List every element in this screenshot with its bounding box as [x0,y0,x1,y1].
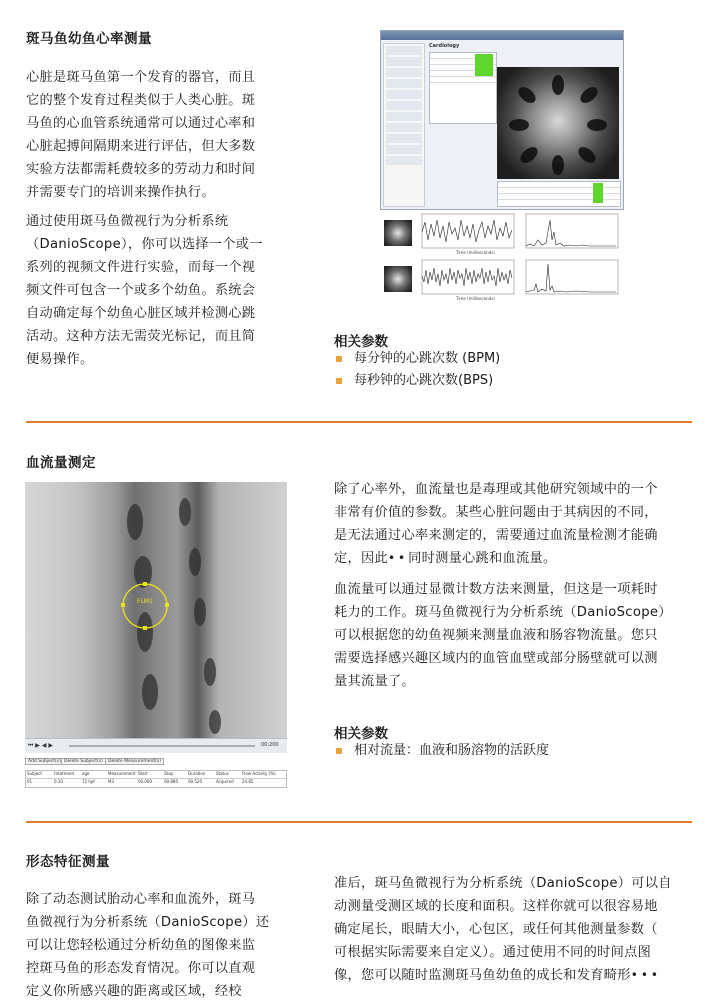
line: 通过使用斑马鱼微视行为分析系统 [26,214,229,229]
line: 它的整个发育过程类似于人类心脏。斑 [26,93,256,108]
line: 马鱼的心血管系统通常可以通过心率和 [26,116,256,131]
line: 心脏起搏间隔期来进行评估，但大多数 [26,139,256,154]
table-header: Subject [27,771,42,776]
sidebar [383,43,425,207]
table-cell: Acquired [216,779,234,784]
larva-thumbnail [384,220,412,246]
line: 实验方法都需耗费较多的劳动力和时间 [26,162,256,177]
results-highlight [593,183,603,203]
delete-subject-button[interactable]: Delete Subject(s) [61,758,106,765]
table-header: Flow Activity (%) [242,771,276,776]
window-titlebar [381,31,623,40]
heartbeat-plots [380,210,622,302]
line: 可以根据您的幼鱼视频来测量血液和肠容物流量。您只 [334,628,658,643]
line: 耗力的工作。斑马鱼微视行为分析系统（DanioScope） [334,605,672,620]
heart-params-title: 相关参数 [334,334,388,350]
bloodflow-params-list [334,740,549,762]
line: 系列的视频文件进行实验，而每一个视 [26,260,256,275]
roi-label: FLM1 [137,598,153,605]
bullet-icon [336,748,342,754]
line: 定义你所感兴趣的距离或区域，经校 [26,984,242,999]
section-divider [26,421,692,423]
measurement-table [25,770,287,788]
bloodflow-intro-paragraph [334,478,700,570]
table-header-row [26,771,286,779]
line: 需要选择感兴趣区域内的血管血壁或部分肠壁就可以测 [334,651,658,666]
line: 准后，斑马鱼微视行为分析系统（DanioScope）可以自 [334,876,672,891]
line: 除了心率外，血流量也是毒理或其他研究领域中的一个 [334,482,658,497]
line: 活动。这种方法无需荧光标记，而且简 [26,329,256,344]
panel-title: Cardiology [429,43,460,49]
line: （DanioScope），你可以选择一个或一 [26,237,263,252]
ellipsis-dots: •• [387,551,409,565]
time-readout: 00:200 [261,742,279,748]
bloodflow-section-title: 血流量测定 [26,455,96,471]
line: 除了动态测试胎动心率和血流外，斑马 [26,892,256,907]
cardiology-software-screenshot [380,30,624,210]
svg-text:Time (milliseconds): Time (milliseconds) [456,250,495,255]
bloodflow-software-screenshot [25,482,287,788]
line: 量其流量了。 [334,674,415,689]
morphology-right-paragraph [334,872,714,987]
table-cell: M3 [108,779,114,784]
line: 确定尾长，眼睛大小，心包区，或任何其他测量参数（ [334,922,658,937]
heart-intro-paragraph [26,66,326,204]
vessel-overlay [25,482,287,738]
section-divider [26,821,692,823]
table-header: Measurement [108,771,136,776]
list-item [334,370,500,392]
table-cell: 00.000 [138,779,152,784]
playback-controls [25,738,287,753]
line: 动测量受测区域的长度和面积。这样你就可以很容易地 [334,899,658,914]
table-cell: 0.10 [54,779,63,784]
table-header: Start [138,771,148,776]
line: 鱼微视行为分析系统（DanioScope）还 [26,915,270,930]
table-header: Stop [164,771,174,776]
line: 频文件可包含一个或多个幼鱼。系统会 [26,283,256,298]
add-subject-button[interactable]: Add Subject(s) [25,758,64,765]
bullet-icon [336,356,342,362]
table-cell: 24.85 [242,779,254,784]
line: 可根据实际需要来自定义）。通过使用不同的时间点图 [334,945,652,960]
larva-microscopy-image [25,482,287,738]
text-segment: 同时测量心跳和血流量。 [408,551,557,566]
morphology-left-paragraph [26,888,326,1003]
line [334,547,700,570]
line: 心脏是斑马鱼第一个发育的器官，而且 [26,70,256,85]
table-header: treatment [54,771,75,776]
line [334,964,714,987]
line: 控斑马鱼的形态发育情况。你可以直观 [26,961,256,976]
line: 非常有价值的参数。某些心脏问题由于其病因的不同， [334,505,658,520]
heart-method-paragraph [26,210,326,371]
text-segment: 定，因此 [334,551,388,566]
heartbeat-signal-plot-2 [416,256,516,302]
table-cell: 72 hpf [82,779,95,784]
timeline-slider[interactable] [69,745,255,747]
frequency-spectrum-plot-1 [520,210,620,256]
heart-params-list [334,348,500,392]
bloodflow-params-title: 相关参数 [334,726,388,742]
table-cell: 09.520 [188,779,202,784]
table-cell: 09.880 [164,779,178,784]
morphology-section-title: 形态特征测量 [26,854,110,870]
bullet-icon [336,378,342,384]
playback-buttons-icon[interactable]: ⏮ ▶ ◀ ▶ [28,742,53,749]
frequency-spectrum-plot-2 [520,256,620,302]
ellipsis-dots: ••• [630,968,661,982]
larva-thumbnail [384,266,412,292]
table-cell: 01 [27,779,33,784]
heartbeat-signal-plot-1 [416,210,516,256]
zebrafish-larvae-image [497,67,619,179]
line: 血流量可以通过显微计数方法来测量，但这是一项耗时 [334,582,658,597]
larvae-outline [497,67,619,179]
table-row[interactable] [26,779,286,786]
list-item [334,740,549,762]
text-segment: 像，您可以随时监测斑马鱼幼鱼的成长和发育畸形 [334,968,631,983]
line: 便易操作。 [26,352,94,367]
line: 可以让您轻松通过分析幼鱼的图像来监 [26,938,256,953]
param-label: 相对流量：血液和肠溶物的活跃度 [354,743,550,758]
svg-text:Time (milliseconds): Time (milliseconds) [456,296,495,301]
line: 并需要专门的培训来操作执行。 [26,185,215,200]
table-header: Status [216,771,229,776]
heart-section-title: 斑马鱼幼鱼心率测量 [26,31,152,47]
list-item [334,348,500,370]
param-label: 每秒钟的心跳次数(BPS) [354,373,494,388]
param-label: 每分钟的心跳次数 (BPM) [354,351,501,366]
line: 是无法通过心率来测定的，需要通过血流量检测才能确 [334,528,658,543]
status-highlight [475,54,493,76]
table-header: age [82,771,90,776]
delete-measurement-button[interactable]: Delete Measurement(s) [105,758,164,765]
bloodflow-method-paragraph [334,578,700,693]
line: 自动确定每个幼鱼心脏区域并检测心跳 [26,306,256,321]
table-header: Duration [188,771,206,776]
